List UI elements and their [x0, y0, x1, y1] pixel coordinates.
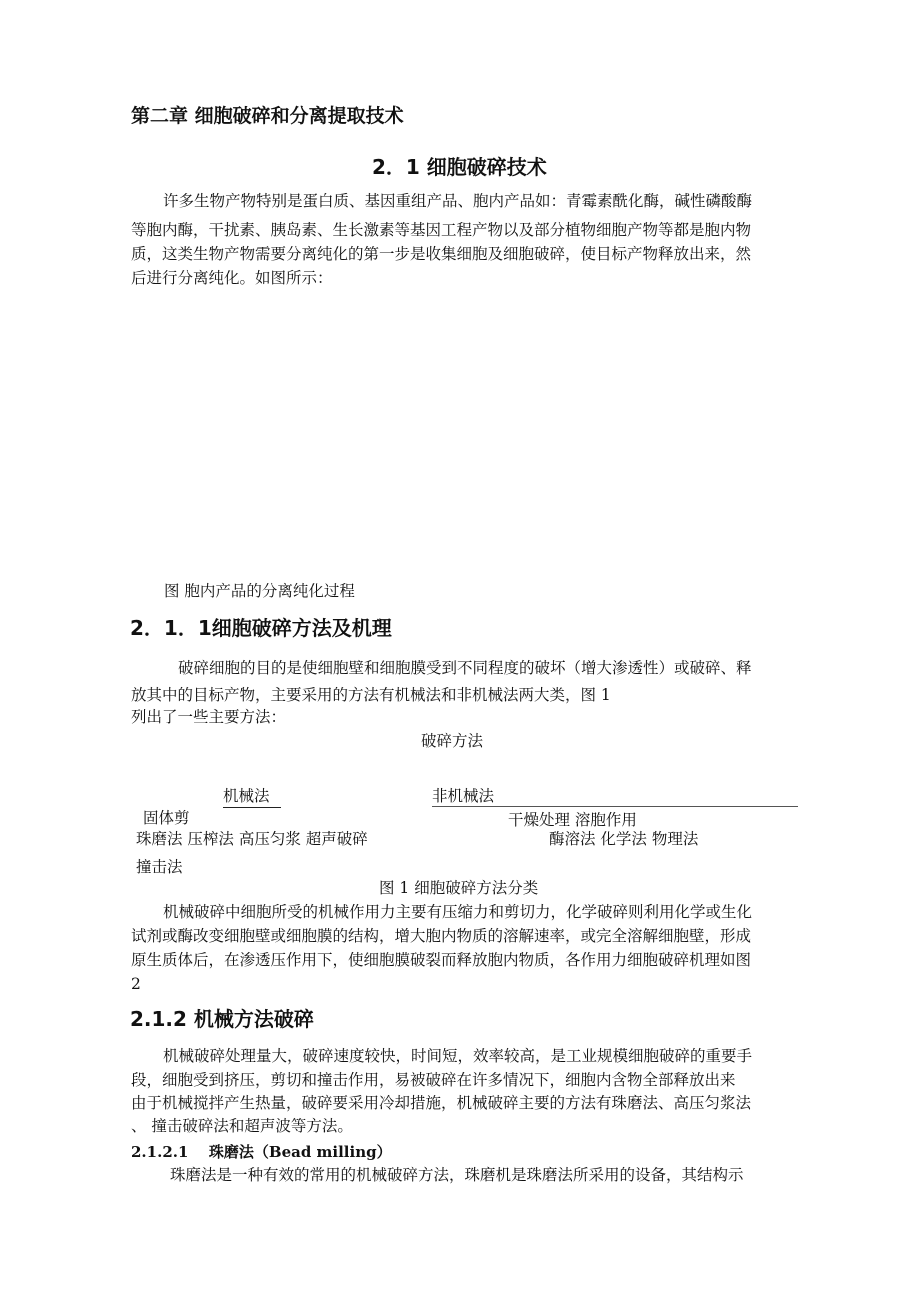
diagram-mechanical-methods: 珠磨法 压榨法 高压匀浆 超声破碎: [136, 830, 368, 848]
section-title: 珠磨法（Bead milling）: [208, 1143, 392, 1161]
section-2-1-heading: 2．1 细胞破碎技术: [372, 155, 547, 179]
paragraph-line: 放其中的目标产物，主要采用的方法有机械法和非机械法两大类，图 1: [131, 686, 611, 704]
paragraph-line: 等胞内酶，干扰素、胰岛素、生长激素等基因工程产物以及部分植物细胞产物等都是胞内物: [131, 221, 752, 239]
diagram-non-mechanical: 非机械法: [432, 787, 495, 805]
section-2-1-2-1-paragraph: 珠磨法是一种有效的常用的机械破碎方法，珠磨机是珠磨法所采用的设备，其结构示: [170, 1166, 744, 1184]
paragraph-line: 许多生物产物特别是蛋白质、基因重组产品、胞内产品如：青霉素酰化酶，碱性磷酸酶: [163, 192, 753, 210]
paragraph-line: 2: [131, 975, 141, 993]
paragraph-line: 破碎细胞的目的是使细胞壁和细胞膜受到不同程度的破坏（增大渗透性）或破碎、释: [178, 659, 752, 677]
paragraph-line: 原生质体后，在渗透压作用下，使细胞膜破裂而释放胞内物质，各作用力细胞破碎机理如图: [131, 951, 752, 969]
paragraph-line: 机械破碎中细胞所受的机械作用力主要有压缩力和剪切力，化学破碎则利用化学或生化: [163, 903, 753, 921]
paragraph-line: 后进行分离纯化。如图所示：: [131, 269, 333, 287]
paragraph-line: 、 撞击破碎法和超声波等方法。: [131, 1117, 353, 1135]
chapter-title: 第二章 细胞破碎和分离提取技术: [131, 105, 404, 127]
section-2-1-1-heading: 2．1．1细胞破碎方法及机理: [130, 616, 392, 640]
diagram-root: 破碎方法: [421, 732, 484, 750]
figure-caption: 图 胞内产品的分离纯化过程: [164, 582, 355, 600]
section-2-1-2-1-heading: [131, 1140, 392, 1164]
paragraph-line: 列出了一些主要方法：: [131, 708, 287, 726]
paragraph-line: 质，这类生物产物需要分离纯化的第一步是收集细胞及细胞破碎，使目标产物释放出来，然: [131, 245, 752, 263]
paragraph-line: 由于机械搅拌产生热量，破碎要采用冷却措施，机械破碎主要的方法有珠磨法、高压匀浆法: [131, 1094, 752, 1112]
paragraph-line: 机械破碎处理量大，破碎速度较快，时间短，效率较高，是工业规模细胞破碎的重要手: [163, 1047, 753, 1065]
diagram-solid-shear: 固体剪: [143, 809, 190, 827]
section-number: 2.1.2.1: [131, 1143, 189, 1161]
diagram-mechanical: 机械法: [223, 785, 281, 808]
paragraph-line: 试剂或酶改变细胞壁或细胞膜的结构，增大胞内物质的溶解速率，或完全溶解细胞壁，形成: [131, 927, 752, 945]
section-2-1-2-heading: 2.1.2 机械方法破碎: [130, 1007, 314, 1031]
diagram-caption: 图 1 细胞破碎方法分类: [379, 879, 539, 897]
diagram-non-mech-row2: 酶溶法 化学法 物理法: [549, 830, 699, 848]
diagram-underline: [432, 806, 798, 807]
diagram-impact: 撞击法: [136, 858, 183, 876]
diagram-non-mech-row1: 干燥处理 溶胞作用: [508, 811, 637, 829]
paragraph-line: 段，细胞受到挤压，剪切和撞击作用，易被破碎在许多情况下，细胞内含物全部释放出来: [131, 1071, 736, 1089]
